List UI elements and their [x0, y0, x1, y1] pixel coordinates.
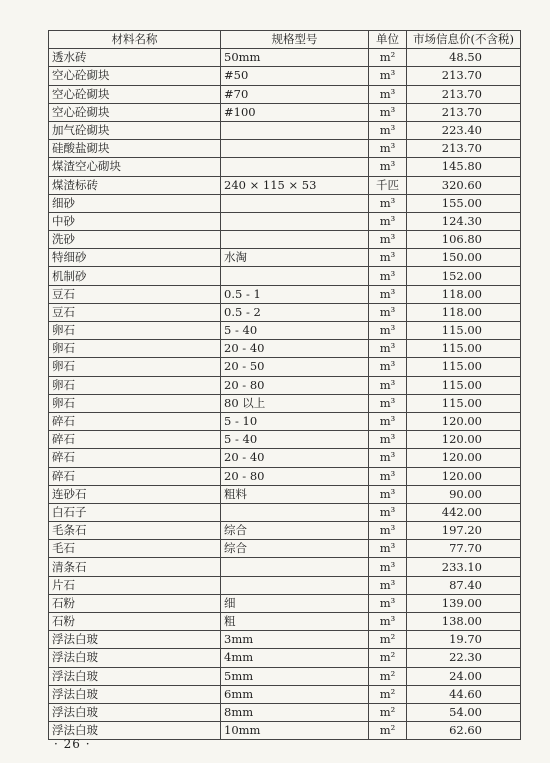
cell-material-name: 细砂: [49, 194, 221, 212]
cell-spec-model: 240 × 115 × 53: [221, 176, 369, 194]
cell-material-name: 浮法白玻: [49, 667, 221, 685]
cell-spec-model: 综合: [221, 540, 369, 558]
cell-spec-model: [221, 212, 369, 230]
cell-market-price: 106.80: [407, 231, 521, 249]
cell-material-name: 豆石: [49, 303, 221, 321]
cell-material-name: 卵石: [49, 394, 221, 412]
cell-market-price: 138.00: [407, 613, 521, 631]
cell-spec-model: 综合: [221, 522, 369, 540]
cell-unit: m²: [369, 631, 407, 649]
table-row: [49, 631, 521, 649]
cell-unit: m³: [369, 467, 407, 485]
cell-unit: m³: [369, 267, 407, 285]
cell-market-price: 120.00: [407, 431, 521, 449]
cell-material-name: 毛石: [49, 540, 221, 558]
cell-unit: m³: [369, 540, 407, 558]
cell-unit: m³: [369, 576, 407, 594]
cell-unit: m³: [369, 376, 407, 394]
cell-unit: m³: [369, 212, 407, 230]
cell-unit: m³: [369, 303, 407, 321]
cell-market-price: 120.00: [407, 412, 521, 430]
cell-unit: m³: [369, 158, 407, 176]
cell-spec-model: 50mm: [221, 49, 369, 67]
table-row: [49, 231, 521, 249]
table-row: [49, 376, 521, 394]
cell-market-price: 213.70: [407, 103, 521, 121]
cell-spec-model: [221, 140, 369, 158]
cell-material-name: 浮法白玻: [49, 649, 221, 667]
cell-spec-model: [221, 194, 369, 212]
cell-material-name: 浮法白玻: [49, 703, 221, 721]
cell-unit: m³: [369, 485, 407, 503]
cell-market-price: 213.70: [407, 67, 521, 85]
cell-material-name: 豆石: [49, 285, 221, 303]
cell-material-name: 透水砖: [49, 49, 221, 67]
table-row: [49, 340, 521, 358]
table-row: [49, 158, 521, 176]
cell-spec-model: [221, 558, 369, 576]
table-row: [49, 285, 521, 303]
cell-market-price: 24.00: [407, 667, 521, 685]
cell-unit: m²: [369, 703, 407, 721]
cell-material-name: 空心砼砌块: [49, 67, 221, 85]
cell-unit: m³: [369, 613, 407, 631]
cell-material-name: 白石子: [49, 503, 221, 521]
table-row: [49, 249, 521, 267]
cell-material-name: 卵石: [49, 376, 221, 394]
cell-spec-model: 10mm: [221, 722, 369, 740]
header-spec-model: 规格型号: [221, 31, 369, 49]
table-row: [49, 467, 521, 485]
table-row: [49, 140, 521, 158]
cell-spec-model: 粗料: [221, 485, 369, 503]
cell-material-name: 石粉: [49, 613, 221, 631]
cell-material-name: 卵石: [49, 358, 221, 376]
cell-market-price: 115.00: [407, 394, 521, 412]
table-row: [49, 176, 521, 194]
cell-unit: m²: [369, 722, 407, 740]
cell-market-price: 54.00: [407, 703, 521, 721]
cell-material-name: 特细砂: [49, 249, 221, 267]
cell-material-name: 片石: [49, 576, 221, 594]
table-row: [49, 267, 521, 285]
header-market-price: 市场信息价(不含税): [407, 31, 521, 49]
cell-spec-model: 3mm: [221, 631, 369, 649]
table-row: [49, 449, 521, 467]
cell-market-price: 87.40: [407, 576, 521, 594]
table-row: [49, 394, 521, 412]
cell-market-price: 62.60: [407, 722, 521, 740]
cell-market-price: 320.60: [407, 176, 521, 194]
header-material-name: 材料名称: [49, 31, 221, 49]
table-row: [49, 303, 521, 321]
cell-spec-model: [221, 503, 369, 521]
cell-material-name: 机制砂: [49, 267, 221, 285]
cell-spec-model: 20 - 80: [221, 467, 369, 485]
cell-material-name: 连砂石: [49, 485, 221, 503]
cell-spec-model: 5 - 40: [221, 322, 369, 340]
table-row: [49, 49, 521, 67]
cell-spec-model: 20 - 80: [221, 376, 369, 394]
cell-spec-model: #50: [221, 67, 369, 85]
cell-unit: m³: [369, 322, 407, 340]
cell-material-name: 碎石: [49, 449, 221, 467]
cell-unit: m³: [369, 249, 407, 267]
table-row: [49, 703, 521, 721]
cell-spec-model: 5 - 10: [221, 412, 369, 430]
cell-material-name: 浮法白玻: [49, 685, 221, 703]
cell-market-price: 115.00: [407, 322, 521, 340]
cell-market-price: 155.00: [407, 194, 521, 212]
table-row: [49, 322, 521, 340]
cell-material-name: 浮法白玻: [49, 722, 221, 740]
cell-unit: m³: [369, 231, 407, 249]
cell-material-name: 浮法白玻: [49, 631, 221, 649]
cell-market-price: 22.30: [407, 649, 521, 667]
cell-material-name: 毛条石: [49, 522, 221, 540]
cell-material-name: 空心砼砌块: [49, 103, 221, 121]
table-row: [49, 212, 521, 230]
cell-spec-model: 0.5 - 1: [221, 285, 369, 303]
cell-spec-model: 0.5 - 2: [221, 303, 369, 321]
cell-market-price: 124.30: [407, 212, 521, 230]
cell-spec-model: 5mm: [221, 667, 369, 685]
table-row: [49, 667, 521, 685]
cell-spec-model: [221, 121, 369, 139]
cell-unit: 千匹: [369, 176, 407, 194]
cell-market-price: 19.70: [407, 631, 521, 649]
table-row: [49, 522, 521, 540]
cell-unit: m³: [369, 412, 407, 430]
cell-market-price: 115.00: [407, 340, 521, 358]
cell-unit: m³: [369, 358, 407, 376]
cell-unit: m³: [369, 85, 407, 103]
page-number: · 26 ·: [54, 737, 91, 751]
cell-unit: m³: [369, 431, 407, 449]
cell-unit: m³: [369, 340, 407, 358]
cell-material-name: 清条石: [49, 558, 221, 576]
cell-market-price: 118.00: [407, 303, 521, 321]
cell-material-name: 碎石: [49, 412, 221, 430]
cell-unit: m³: [369, 394, 407, 412]
cell-spec-model: #100: [221, 103, 369, 121]
table-row: [49, 576, 521, 594]
cell-spec-model: 6mm: [221, 685, 369, 703]
cell-material-name: 碎石: [49, 467, 221, 485]
cell-market-price: 115.00: [407, 358, 521, 376]
cell-unit: m³: [369, 103, 407, 121]
cell-market-price: 77.70: [407, 540, 521, 558]
cell-spec-model: 20 - 50: [221, 358, 369, 376]
cell-spec-model: 细: [221, 594, 369, 612]
table-row: [49, 358, 521, 376]
table-row: [49, 431, 521, 449]
cell-spec-model: 粗: [221, 613, 369, 631]
table-row: [49, 194, 521, 212]
cell-market-price: 120.00: [407, 467, 521, 485]
cell-market-price: 139.00: [407, 594, 521, 612]
cell-market-price: 223.40: [407, 121, 521, 139]
cell-market-price: 152.00: [407, 267, 521, 285]
cell-spec-model: 20 - 40: [221, 340, 369, 358]
table-body: [49, 49, 521, 740]
cell-unit: m²: [369, 667, 407, 685]
cell-market-price: 120.00: [407, 449, 521, 467]
cell-spec-model: 8mm: [221, 703, 369, 721]
cell-material-name: 煤渣标砖: [49, 176, 221, 194]
cell-market-price: 213.70: [407, 85, 521, 103]
cell-market-price: 145.80: [407, 158, 521, 176]
cell-spec-model: 5 - 40: [221, 431, 369, 449]
cell-market-price: 115.00: [407, 376, 521, 394]
cell-market-price: 90.00: [407, 485, 521, 503]
cell-unit: m³: [369, 503, 407, 521]
table-row: [49, 503, 521, 521]
cell-unit: m²: [369, 685, 407, 703]
cell-material-name: 煤渣空心砌块: [49, 158, 221, 176]
table-row: [49, 685, 521, 703]
cell-spec-model: 4mm: [221, 649, 369, 667]
table-row: [49, 540, 521, 558]
cell-material-name: 中砂: [49, 212, 221, 230]
table-row: [49, 412, 521, 430]
cell-unit: m³: [369, 285, 407, 303]
table-row: [49, 594, 521, 612]
cell-material-name: 卵石: [49, 322, 221, 340]
cell-material-name: 加气砼砌块: [49, 121, 221, 139]
cell-material-name: 卵石: [49, 340, 221, 358]
table-row: [49, 67, 521, 85]
cell-material-name: 碎石: [49, 431, 221, 449]
cell-spec-model: [221, 576, 369, 594]
cell-material-name: 石粉: [49, 594, 221, 612]
cell-spec-model: 80 以上: [221, 394, 369, 412]
table-header-row: [49, 31, 521, 49]
cell-market-price: 233.10: [407, 558, 521, 576]
cell-spec-model: #70: [221, 85, 369, 103]
cell-market-price: 48.50: [407, 49, 521, 67]
table-row: [49, 121, 521, 139]
cell-market-price: 197.20: [407, 522, 521, 540]
table-row: [49, 85, 521, 103]
cell-market-price: 442.00: [407, 503, 521, 521]
cell-material-name: 洗砂: [49, 231, 221, 249]
cell-material-name: 空心砼砌块: [49, 85, 221, 103]
header-unit: 单位: [369, 31, 407, 49]
cell-unit: m³: [369, 67, 407, 85]
table-row: [49, 103, 521, 121]
cell-unit: m³: [369, 594, 407, 612]
cell-unit: m³: [369, 558, 407, 576]
cell-material-name: 硅酸盐砌块: [49, 140, 221, 158]
cell-market-price: 150.00: [407, 249, 521, 267]
table-row: [49, 613, 521, 631]
cell-unit: m²: [369, 649, 407, 667]
cell-spec-model: 水淘: [221, 249, 369, 267]
cell-spec-model: [221, 158, 369, 176]
cell-unit: m³: [369, 449, 407, 467]
cell-unit: m²: [369, 49, 407, 67]
table-row: [49, 649, 521, 667]
cell-market-price: 213.70: [407, 140, 521, 158]
cell-spec-model: [221, 267, 369, 285]
price-table: [48, 30, 521, 740]
cell-unit: m³: [369, 194, 407, 212]
table-row: [49, 485, 521, 503]
cell-unit: m³: [369, 121, 407, 139]
cell-market-price: 44.60: [407, 685, 521, 703]
table-row: [49, 722, 521, 740]
table-row: [49, 558, 521, 576]
cell-spec-model: 20 - 40: [221, 449, 369, 467]
cell-unit: m³: [369, 140, 407, 158]
cell-spec-model: [221, 231, 369, 249]
cell-market-price: 118.00: [407, 285, 521, 303]
cell-unit: m³: [369, 522, 407, 540]
